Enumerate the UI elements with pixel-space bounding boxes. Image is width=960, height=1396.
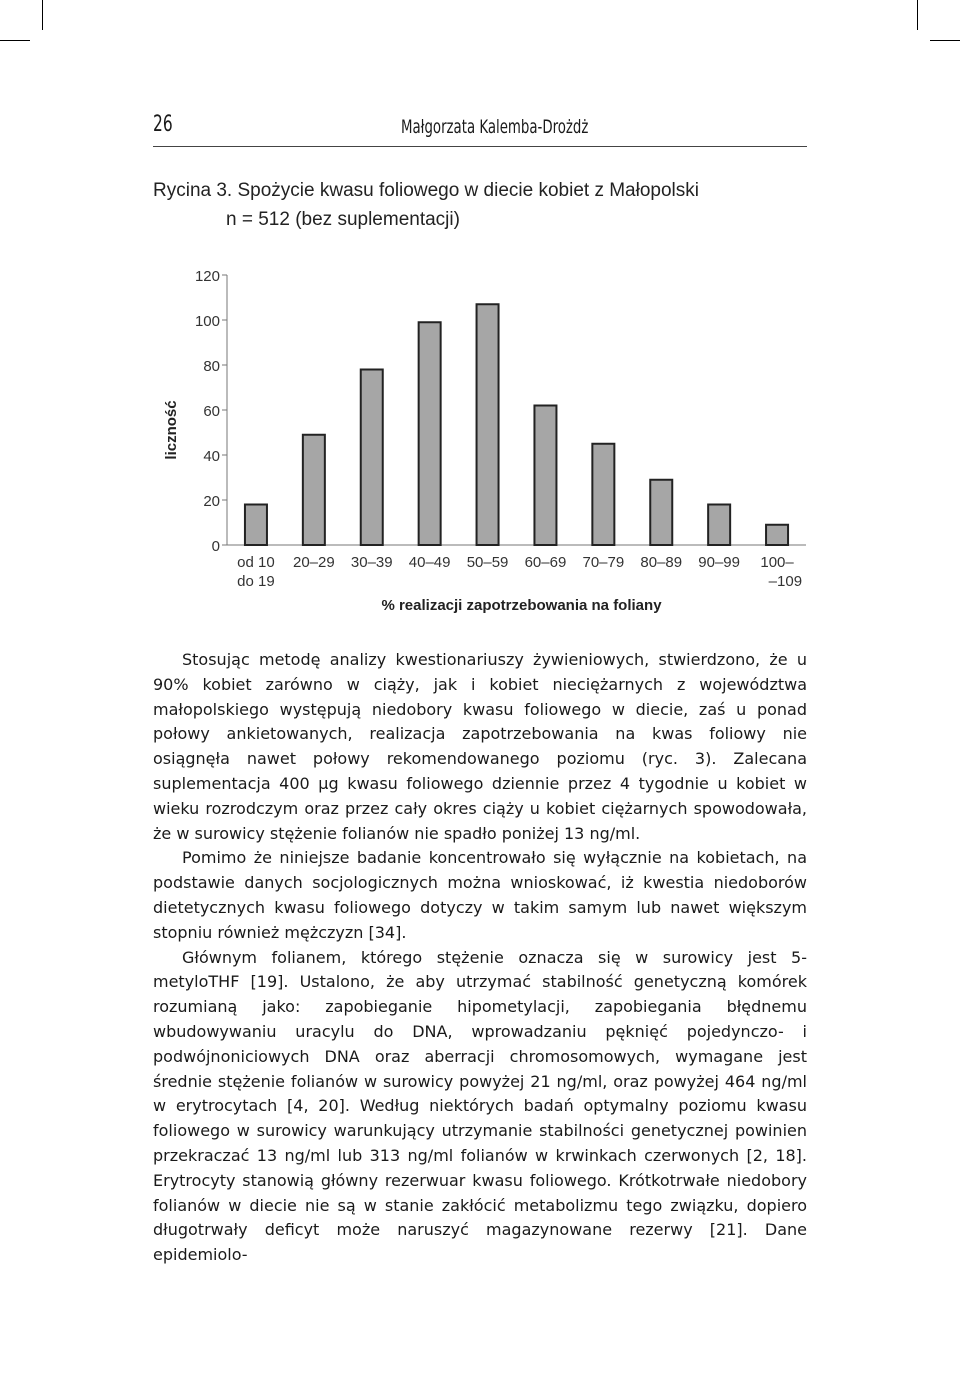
x-tick-label: do 19	[237, 573, 275, 590]
bar	[419, 322, 441, 545]
figure-caption-line2: n = 512 (bez suplementacji)	[226, 209, 460, 230]
crop-mark-top-left	[0, 40, 30, 41]
body-text	[153, 648, 807, 1268]
y-tick-label: 0	[211, 538, 220, 555]
x-tick-label: 30–39	[350, 554, 393, 571]
x-tick-label: –109	[768, 573, 803, 590]
x-tick-label: 70–79	[582, 554, 625, 571]
x-tick-label: 100–	[760, 554, 794, 571]
y-tick-label: 80	[203, 358, 220, 375]
paragraph-1: Stosując metodę analizy kwestionariuszy żywieniowych, stwierdzono, że u 90% kobiet zarówno w ciąży, jak i kobiet nieciężarnych z województwa małopolskiego występują niedobory kwasu foliowego w diecie, zaś u ponad połowy ankietowanych, realizacja zapotrzebowania na kwas foliowy nie osiągnęła nawet połowy rekomendowanego poziomu (ryc. 3). Zalecana suplementacja 400 µg kwasu foliowego dziennie przez 4 tygodnie u kobiet w wieku rozrodczym oraz przez cały okres ciąży u kobiet ciężarnych spowodowała, że w surowicy stężenie folianów nie spadło poniżej 13 ng/ml.	[153, 650, 807, 843]
x-tick-label: 60–69	[524, 554, 567, 571]
bar	[650, 480, 672, 545]
x-tick-label: 50–59	[466, 554, 509, 571]
bar	[303, 435, 325, 545]
figure-caption	[153, 176, 699, 234]
crop-mark-top-left-vertical	[42, 0, 43, 30]
bar	[245, 505, 267, 546]
crop-mark-top-right-vertical	[917, 0, 918, 30]
y-tick-label: 40	[203, 448, 220, 465]
histogram-chart	[150, 255, 810, 625]
x-axis-label: % realizacji zapotrzebowania na foliany	[381, 597, 662, 614]
running-head-author: Małgorzata Kalemba-Drożdż	[401, 116, 589, 138]
bar	[708, 505, 730, 546]
y-axis-label: liczność	[163, 400, 180, 460]
bar	[592, 444, 614, 545]
y-tick-label: 60	[203, 403, 220, 420]
page-number: 26	[153, 112, 173, 137]
running-header	[153, 110, 807, 147]
y-tick-label: 120	[194, 268, 220, 285]
y-tick-label: 100	[194, 313, 220, 330]
paragraph-2: Pomimo że niniejsze badanie koncentrowało się wyłącznie na kobietach, na podstawie danych socjologicznych można wnioskować, iż kwestia niedoborów dietetycznych kwasu foliowego dotyczy w takim samym lub nawet większym stopniu również mężczyzn [34].	[153, 848, 807, 942]
histogram-svg	[150, 255, 810, 625]
x-tick-label: 40–49	[408, 554, 451, 571]
bar	[361, 370, 383, 546]
bar	[477, 304, 499, 545]
x-tick-label: 80–89	[640, 554, 683, 571]
bar	[534, 406, 556, 546]
bar	[766, 525, 788, 545]
x-tick-label: 90–99	[698, 554, 741, 571]
figure-caption-line1: Rycina 3. Spożycie kwasu foliowego w diecie kobiet z Małopolski	[153, 180, 699, 201]
paragraph-3: Głównym folianem, którego stężenie oznacza się w surowicy jest 5-metyloTHF [19]. Ustalono, że aby utrzymać stabilność genetyczną komórek rozumianą jako: zapobieganie hipometylacji, zapobiegania błędnemu wbudowywaniu uracylu do DNA, wprowadzaniu pęknięć pojedynczo- i podwójnoniciowych DNA oraz aberracji chromosomowych, wymagane jest średnie stężenie folianów w surowicy powyżej 21 ng/ml, oraz powyżej 464 ng/ml w erytrocytach [4, 20]. Według niektórych badań optymalny poziomu kwasu foliowego w surowicy warunkujący utrzymanie stabilności genetycznej powinien przekraczać 13 ng/ml lub 313 ng/ml folianów w krwinkach czerwonych [2, 18]. Erytrocyty stanowią główny rezerwuar kwasu foliowego. Krótkotrwałe niedobory folianów w diecie nie są w stanie zakłócić metabolizmu tego związku, dopiero długotrwały deficyt może naruszyć magazynowane rezerwy [21]. Dane epidemiolo-	[153, 947, 807, 1265]
x-tick-label: 20–29	[292, 554, 335, 571]
y-tick-label: 20	[203, 493, 220, 510]
x-tick-label: od 10	[237, 554, 275, 571]
crop-mark-top-right	[930, 40, 960, 41]
